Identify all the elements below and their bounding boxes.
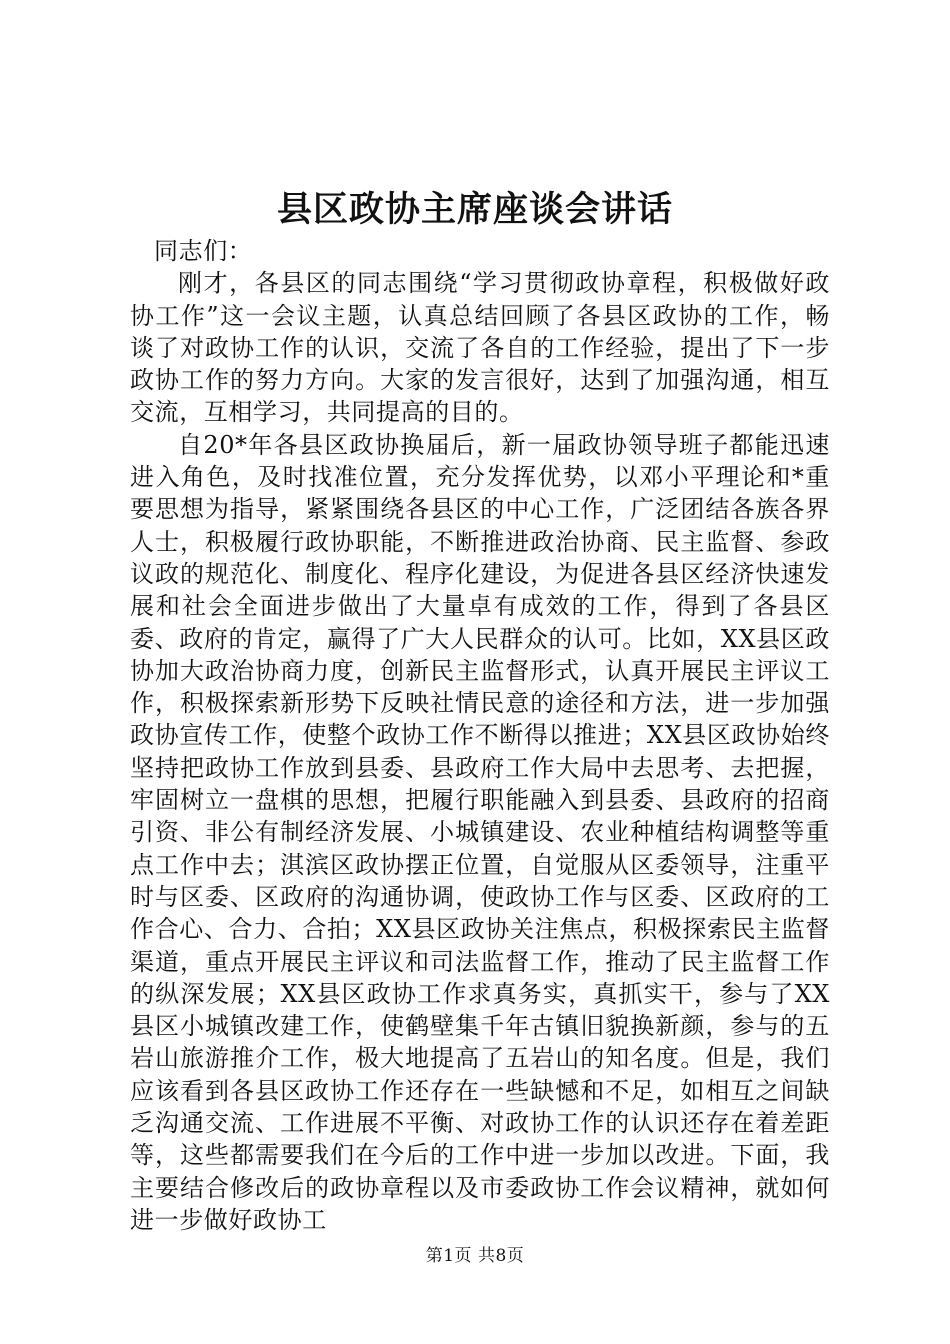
page-number-footer: 第1页 共8页 (425, 1246, 525, 1266)
document-title: 县区政协主席座谈会讲话 (276, 189, 673, 230)
paragraph-1: 刚才，各县区的同志围绕“学习贯彻政协章程，积极做好政协工作”这一会议主题，认真总结回顾了各县区政协的工作，畅谈了对政协工作的认识，交流了各自的工作经验，提出了下一步政协工作的努力方向。大家的发言很好，达到了加强沟通，相互交流，互相学习，共同提高的目的。 (130, 269, 830, 427)
salutation: 同志们： (154, 237, 253, 265)
paragraph-2: 自20*年各县区政协换届后，新一届政协领导班子都能迅速进入角色，及时找准位置，充分发挥优势，以邓小平理论和*重要思想为指导，紧紧围绕各县区的中心工作，广泛团结各族各界人士，积极履行政协职能，不断推进政治协商、民主监督、参政议政的规范化、制度化、程序化建设，为促进各县区经济快速发展和社会全面进步做出了大量卓有成效的工作，得到了各县区委、政府的肯定，赢得了广大人民群众的认可。比如，XX县区政协加大政治协商力度，创新民主监督形式，认真开展民主评议工作，积极探索新形势下反映社情民意的途径和方法，进一步加强政协宣传工作，使整个政协工作不断得以推进；XX县区政协始终坚持把政协工作放到县委、县政府工作大局中去思考、去把握，牢固树立一盘棋的思想，把履行职能融入到县委、县政府的招商引资、非公有制经济发展、小城镇建设、农业种植结构调整等重点工作中去；淇滨区政协摆正位置，自觉服从区委领导，注重平时与区委、区政府的沟通协调，使政协工作与区委、区政府的工作合心、合力、合拍；XX县区政协关注焦点，积极探索民主监督渠道，重点开展民主评议和司法监督工作，推动了民主监督工作的纵深发展；XX县区政协工作求真务实，真抓实干，参与了XX县区小城镇改建工作，使鹤壁集千年古镇旧貌换新颜，参与的五岩山旅游推介工作，极大地提高了五岩山的知名度。但是，我们应该看到各县区政协工作还存在一些缺憾和不足，如相互之间缺乏沟通交流、工作进展不平衡、对政协工作的认识还存在着差距等，这些都需要我们在今后的工作中进一步加以改进。下面，我主要结合修改后的政协章程以及市委政协工作会议精神，就如何进一步做好政协工 (130, 430, 830, 1234)
document-body (130, 235, 830, 1236)
